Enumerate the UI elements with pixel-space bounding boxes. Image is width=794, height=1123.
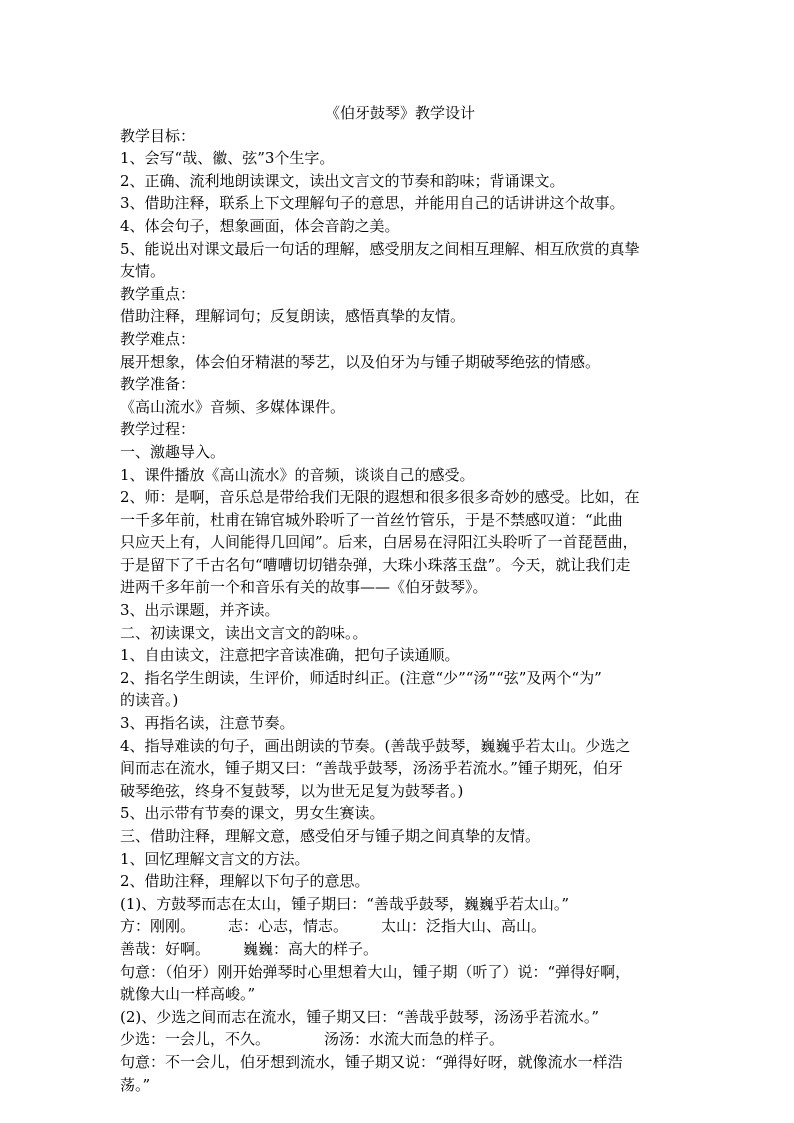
step-three-item-1: 1、回忆理解文言文的方法。: [120, 849, 310, 868]
step-two-item-4-cont: 间而志在流水，锺子期又曰：“善哉乎鼓琴，汤汤乎若流水。”锺子期死，伯牙: [120, 759, 623, 778]
step-one-item-2-cont: 一千多年前，杜甫在锦官城外聆听了一首丝竹管乐，于是不禁感叹道：“此曲: [120, 510, 623, 529]
step-one-item-2-cont: 只应天上有，人间能得几回闻”。后来，白居易在浔阳江头聆听了一首琵琶曲，: [120, 533, 638, 552]
step-one-item-1: 1、课件播放《高山流水》的音频，谈谈自己的感受。: [120, 465, 475, 484]
sentence-2: (2)、少选之间而志在流水，锺子期又曰：“善哉乎鼓琴，汤汤乎若流水。”: [120, 1007, 600, 1026]
step-two-heading: 二、初读课文，读出文言文的韵味。。: [120, 623, 368, 642]
sentence-1: (1)、方鼓琴而志在太山，锺子期曰：“善哉乎鼓琴，巍巍乎若太山。”: [120, 894, 570, 913]
objective-2: 2、正确、流利地朗读课文，读出文言文的节奏和韵味；背诵课文。: [120, 171, 565, 190]
section-heading-process: 教学过程：: [120, 420, 196, 439]
step-two-item-1: 1、自由读文，注意把字音读准确，把句子读通顺。: [120, 646, 460, 665]
glossary-1-row-1: [120, 915, 680, 938]
objective-5-cont: 友情。: [120, 262, 166, 281]
key-points-text: 借助注释，理解词句；反复朗读，感悟真挚的友情。: [120, 307, 466, 326]
meaning-2-cont: 荡。”: [120, 1075, 151, 1094]
step-one-item-2-cont: 于是留下了千古名句“嘈嘈切切错杂弹，大珠小珠落玉盘”。今天，就让我们走: [120, 555, 631, 574]
step-two-item-4: 4、指导难读的句子，画出朗读的节奏。(善哉乎鼓琴，巍巍乎若太山。少选之: [120, 736, 631, 755]
glossary-term: 太山：泛指大山、高山。: [381, 917, 547, 936]
section-heading-objectives: 教学目标：: [120, 126, 196, 145]
meaning-1: 句意：（伯牙）刚开始弹琴时心里想着大山，锺子期（听了）说：“弹得好啊，: [120, 962, 631, 981]
step-two-item-3: 3、再指名读，注意节奏。: [120, 714, 295, 733]
glossary-1-row-2: [120, 938, 680, 961]
difficulties-text: 展开想象，体会伯牙精湛的琴艺，以及伯牙为与锺子期破琴绝弦的情感。: [120, 352, 601, 371]
section-heading-difficulties: 教学难点：: [120, 329, 196, 348]
step-three-heading: 三、借助注释，理解文意，感受伯牙与锺子期之间真挚的友情。: [120, 827, 541, 845]
glossary-term: 志：心志，情志。: [228, 917, 349, 936]
meaning-2: 句意：不一会儿，伯牙想到流水，锺子期又说：“弹得好呀，就像流水一样浩: [120, 1052, 623, 1071]
step-three-item-2: 2、借助注释，理解以下句子的意思。: [120, 872, 370, 891]
section-heading-key-points: 教学重点：: [120, 284, 196, 303]
glossary-term: 方：刚刚。: [120, 917, 196, 936]
glossary-term: 汤汤：水流大而急的样子。: [324, 1030, 505, 1049]
step-two-item-4-cont: 破琴绝弦，终身不复鼓琴，以为世无足复为鼓琴者。): [120, 781, 464, 800]
step-two-item-5: 5、出示带有节奏的课文，男女生赛读。: [120, 804, 385, 823]
glossary-2-row: [120, 1028, 680, 1051]
preparation-text: 《高山流水》音频、多媒体课件。: [120, 397, 346, 416]
glossary-term: 少选：一会儿，不久。: [120, 1030, 271, 1049]
step-one-item-3: 3、出示课题，并齐读。: [120, 601, 280, 620]
objective-5: 5、能说出对课文最后一句话的理解，感受朋友之间相互理解、相互欣赏的真挚: [120, 239, 640, 258]
objective-1: 1、会写“哉、徽、弦”3个生字。: [120, 149, 335, 168]
step-one-item-2-cont: 进两千多年前一个和音乐有关的故事——《伯牙鼓琴》。: [120, 578, 488, 597]
step-one-item-2: 2、师：是啊，音乐总是带给我们无限的遐想和很多很多奇妙的感受。比如，在: [120, 488, 640, 507]
glossary-term: 善哉：好啊。: [120, 939, 211, 958]
document-title: 《伯牙鼓琴》教学设计: [324, 104, 475, 122]
step-two-item-2: 2、指名学生朗读，生评价，师适时纠正。(注意“少”“汤”“弦”及两个“为”: [120, 668, 602, 687]
step-two-item-2-cont: 的读音。): [120, 691, 179, 710]
section-heading-preparation: 教学准备：: [120, 375, 196, 394]
glossary-term: 巍巍：高大的样子。: [243, 939, 379, 958]
step-one-heading: 一、激趣导入。: [120, 442, 226, 461]
objective-4: 4、体会句子，想象画面，体会音韵之美。: [120, 216, 400, 235]
document-body: [120, 102, 680, 1096]
objective-3: 3、借助注释，联系上下文理解句子的意思，并能用自己的话讲讲这个故事。: [120, 194, 625, 213]
meaning-1-cont: 就像大山一样高峻。”: [120, 985, 256, 1004]
